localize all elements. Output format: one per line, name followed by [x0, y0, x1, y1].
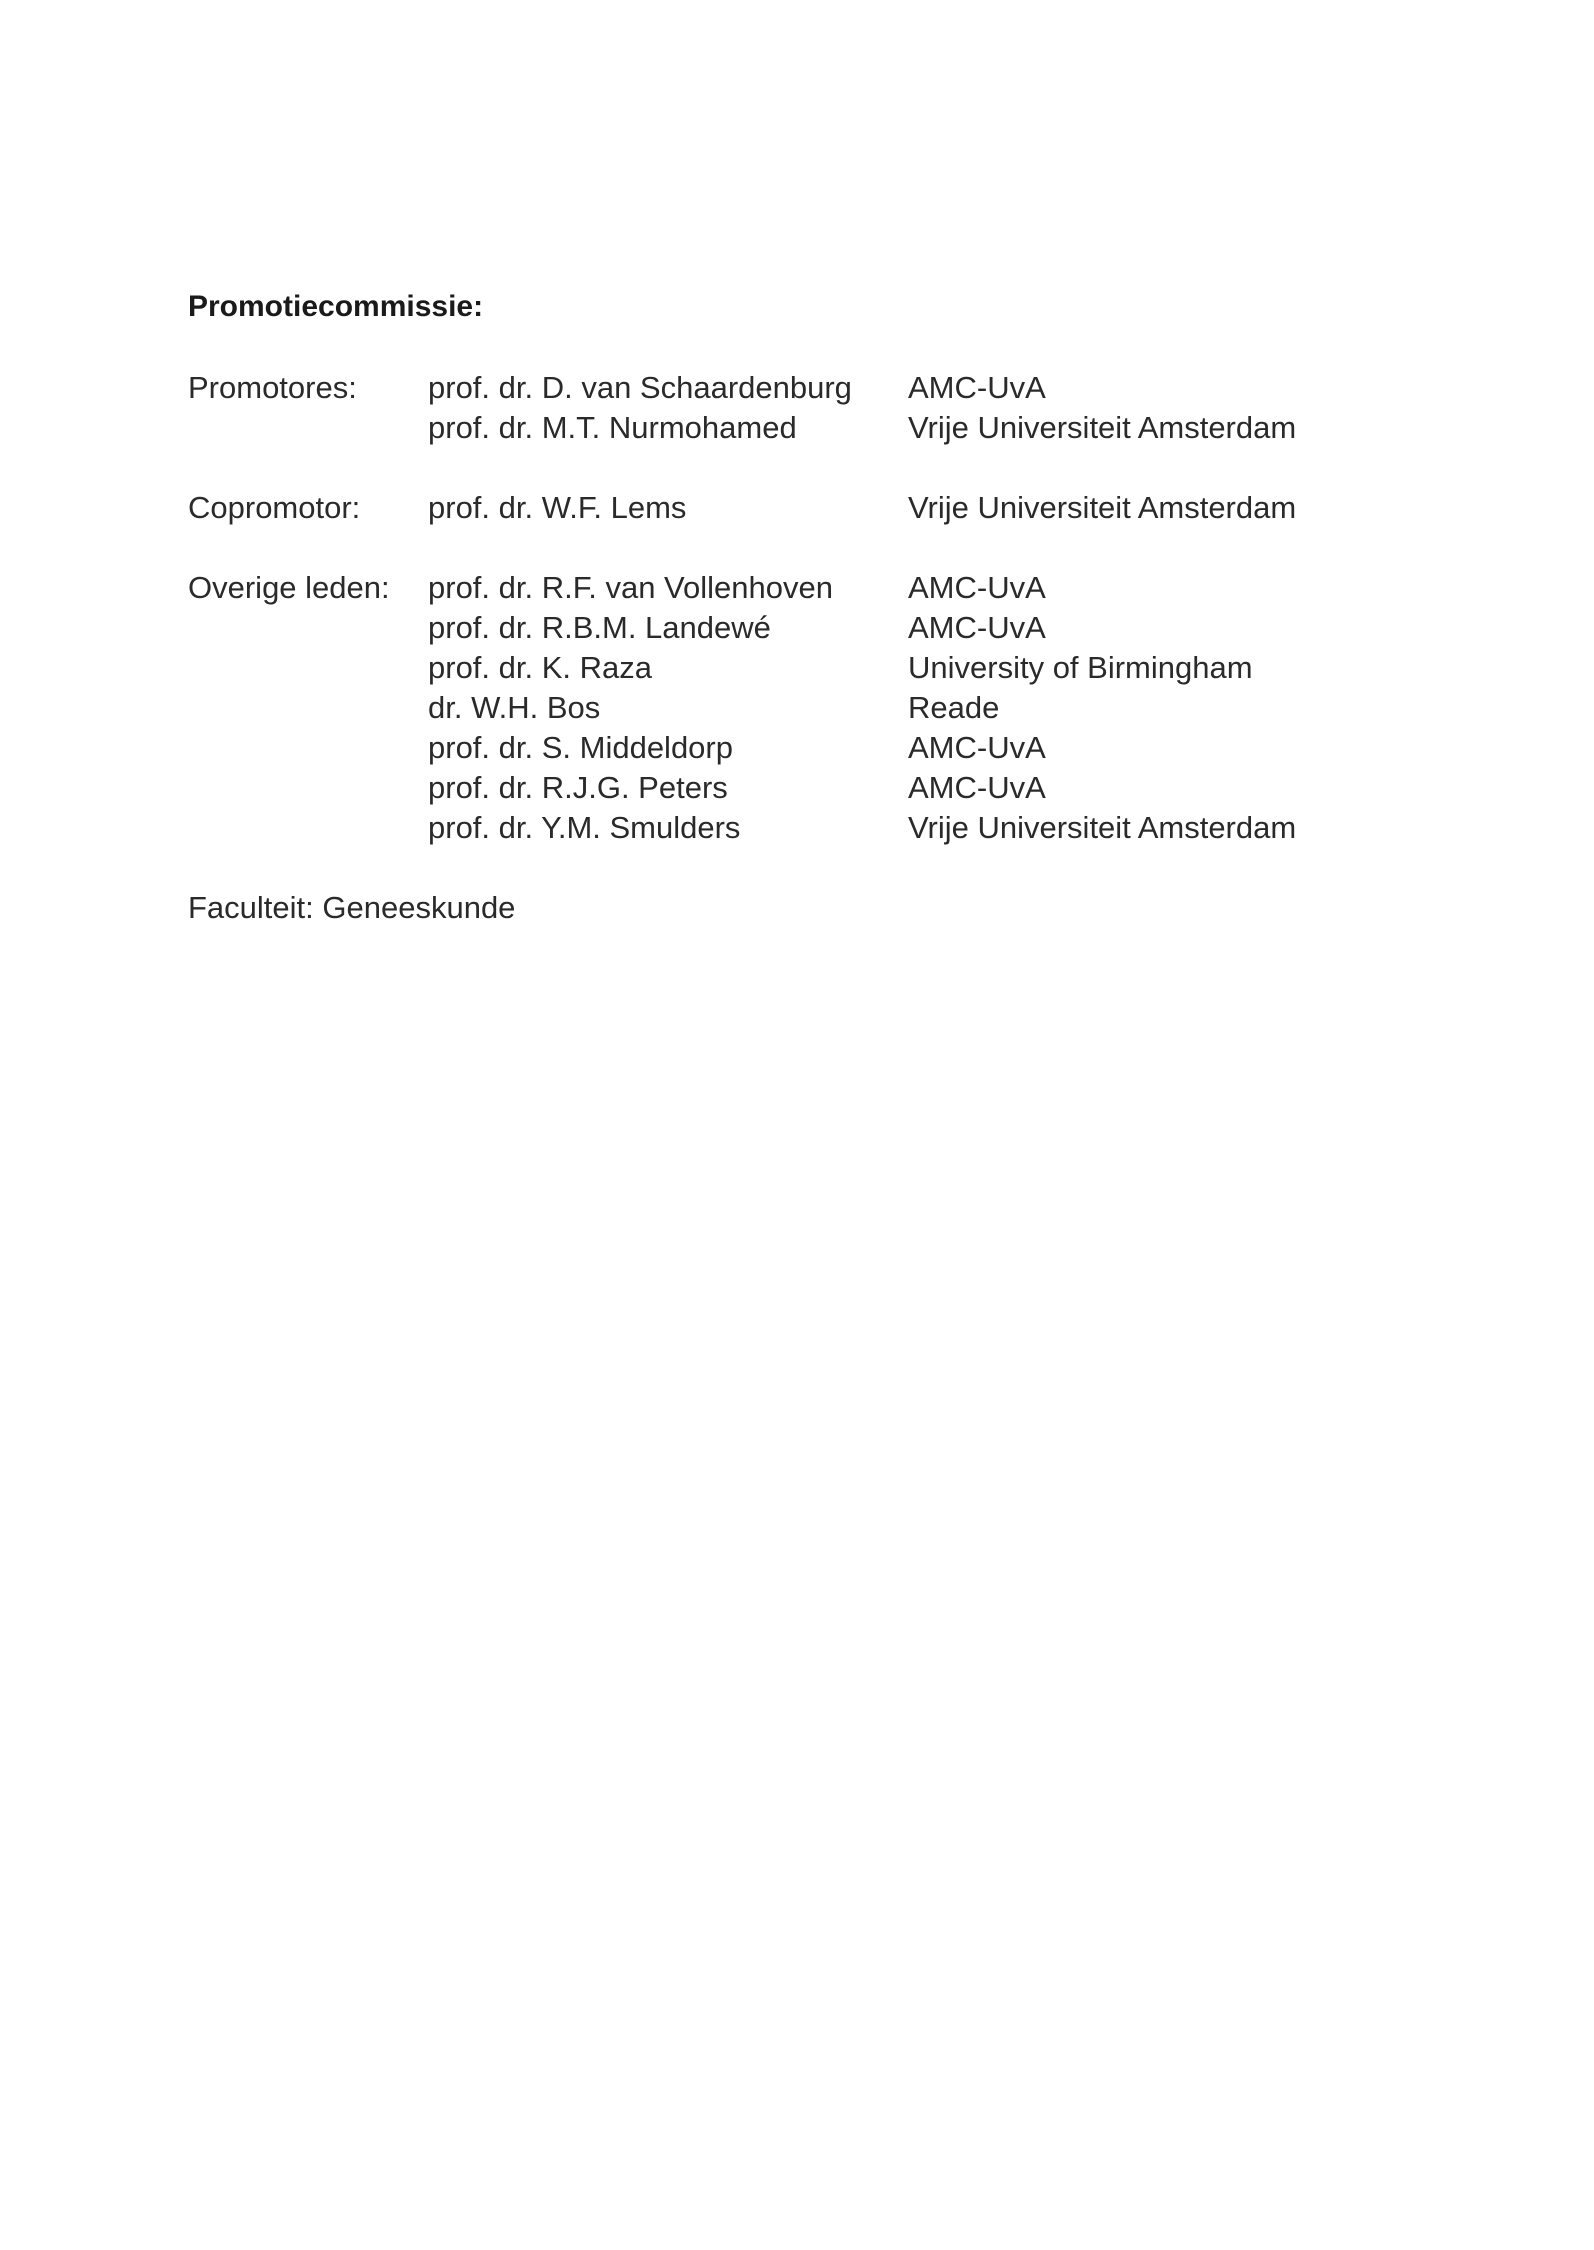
- member-affiliation: Vrije Universiteit Amsterdam: [908, 490, 1297, 525]
- committee-row: [188, 688, 1408, 728]
- role-label: Promotores:: [188, 370, 357, 405]
- committee-row: [188, 728, 1408, 768]
- committee-row: [188, 608, 1408, 648]
- member-name: prof. dr. D. van Schaardenburg: [428, 370, 852, 405]
- member-affiliation: AMC-UvA: [908, 730, 1046, 765]
- section-heading: Promotiecommissie:: [188, 290, 484, 323]
- committee-row: [188, 568, 1408, 608]
- role-label: Overige leden:: [188, 570, 390, 605]
- member-affiliation: University of Birmingham: [908, 650, 1253, 685]
- role-label: Copromotor:: [188, 490, 361, 525]
- member-name: dr. W.H. Bos: [428, 690, 601, 725]
- committee-list: [188, 368, 1408, 888]
- committee-row: [188, 488, 1408, 528]
- committee-row: [188, 768, 1408, 808]
- committee-row: [188, 808, 1408, 848]
- committee-row: [188, 648, 1408, 688]
- member-name: prof. dr. M.T. Nurmohamed: [428, 410, 797, 445]
- committee-group-copromotor: [188, 488, 1408, 528]
- member-affiliation: Vrije Universiteit Amsterdam: [908, 810, 1297, 845]
- member-affiliation: Reade: [908, 690, 1000, 725]
- faculty-line: Faculteit: Geneeskunde: [188, 890, 516, 925]
- committee-group-overige-leden: [188, 568, 1408, 848]
- member-affiliation: Vrije Universiteit Amsterdam: [908, 410, 1297, 445]
- committee-group-promotores: [188, 368, 1408, 448]
- committee-row: [188, 408, 1408, 448]
- member-name: prof. dr. K. Raza: [428, 650, 652, 685]
- member-name: prof. dr. R.F. van Vollenhoven: [428, 570, 833, 605]
- member-name: prof. dr. Y.M. Smulders: [428, 810, 741, 845]
- member-name: prof. dr. R.B.M. Landewé: [428, 610, 771, 645]
- committee-row: [188, 368, 1408, 408]
- member-affiliation: AMC-UvA: [908, 370, 1046, 405]
- member-affiliation: AMC-UvA: [908, 770, 1046, 805]
- member-affiliation: AMC-UvA: [908, 570, 1046, 605]
- member-name: prof. dr. W.F. Lems: [428, 490, 687, 525]
- member-affiliation: AMC-UvA: [908, 610, 1046, 645]
- member-name: prof. dr. R.J.G. Peters: [428, 770, 728, 805]
- member-name: prof. dr. S. Middeldorp: [428, 730, 733, 765]
